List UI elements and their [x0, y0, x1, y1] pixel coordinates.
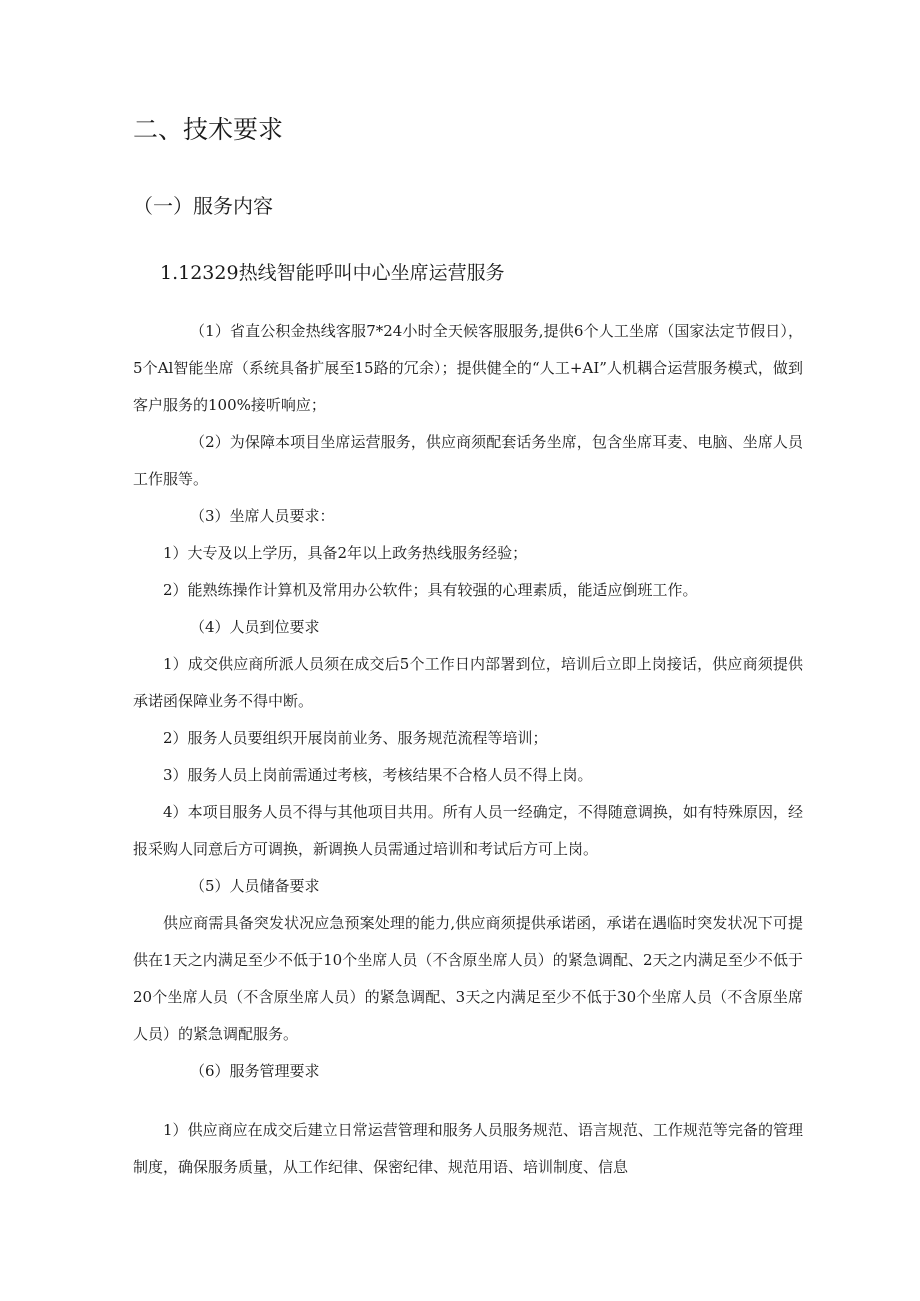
paragraph: （4）人员到位要求	[190, 618, 320, 636]
subsection-heading: （一）服务内容	[133, 194, 273, 218]
paragraph: 2）服务人员要组织开展岗前业务、服务规范流程等培训；	[163, 729, 548, 747]
paragraph: （5）人员储备要求	[190, 877, 320, 895]
paragraph: 2）能熟练操作计算机及常用办公软件；具有较强的心理素质，能适应倒班工作。	[163, 581, 698, 599]
paragraph: （2）为保障本项目坐席运营服务，供应商须配套话务坐席，包含坐席耳麦、电脑、坐席人员工作服等。	[133, 433, 803, 488]
paragraph: 4）本项目服务人员不得与其他项目共用。所有人员一经确定，不得随意调换，如有特殊原因，经报采购人同意后方可调换，新调换人员需通过培训和考试后方可上岗。	[133, 803, 803, 858]
section-heading: 二、技术要求	[133, 115, 284, 144]
paragraph: 1）供应商应在成交后建立日常运营管理和服务人员服务规范、语言规范、工作规范等完备的管理制度，确保服务质量，从工作纪律、保密纪律、规范用语、培训制度、信息	[133, 1121, 803, 1176]
paragraph: （3）坐席人员要求：	[190, 507, 335, 525]
paragraph: （1）省直公积金热线客服7*24小时全天候客服服务,提供6个人工坐席（国家法定节假日），5个Al智能坐席（系统具备扩展至15路的冗余）；提供健全的“人工+AI”人机耦合运营服务模式，做到客户服务的100%接听响应；	[133, 322, 803, 414]
item-heading: 1.12329热线智能呼叫中心坐席运营服务	[160, 262, 505, 284]
paragraph: 供应商需具备突发状况应急预案处理的能力,供应商须提供承诺函，承诺在遇临时突发状况下可提供在1天之内满足至少不低于10个坐席人员（不含原坐席人员）的紧急调配、2天之内满足至少不低于20个坐席人员（不含原坐席人员）的紧急调配、3天之内满足至少不低于30个坐席人员（不含原坐席人员）的紧急调配服务。	[133, 914, 803, 1043]
paragraph: 1）大专及以上学历，具备2年以上政务热线服务经验；	[163, 544, 528, 562]
paragraph: 1）成交供应商所派人员须在成交后5个工作日内部署到位，培训后立即上岗接话，供应商须提供承诺函保障业务不得中断。	[133, 655, 803, 710]
paragraph: 3）服务人员上岗前需通过考核，考核结果不合格人员不得上岗。	[163, 766, 593, 784]
paragraph: （6）服务管理要求	[190, 1062, 320, 1080]
